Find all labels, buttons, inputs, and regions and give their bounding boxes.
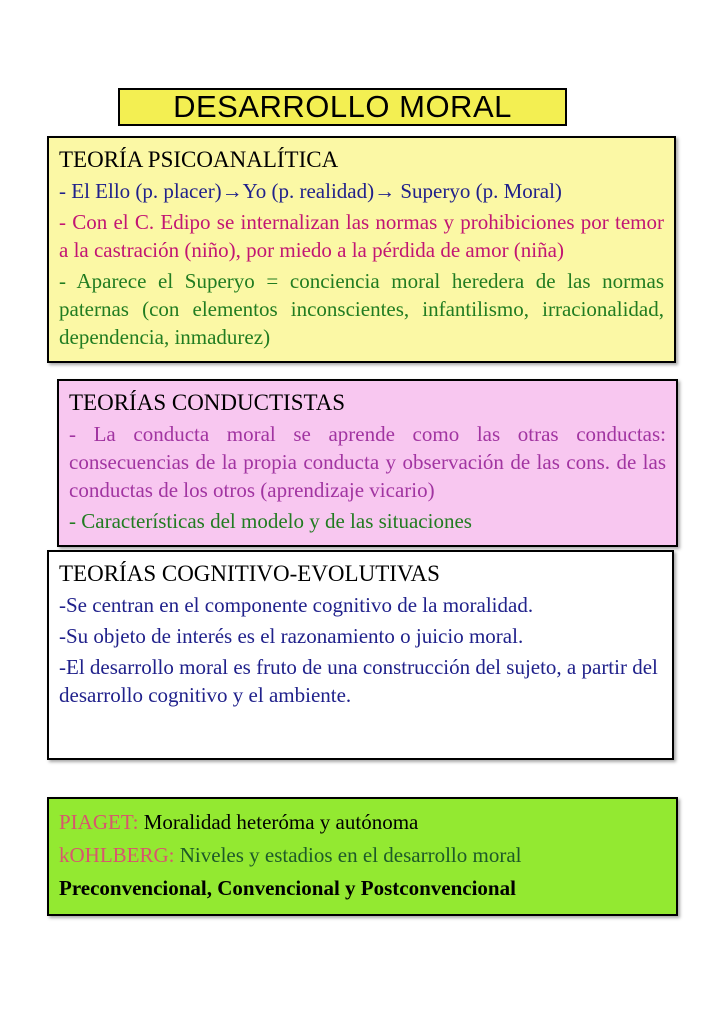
- cognitivo-heading: TEORÍAS COGNITIVO-EVOLUTIVAS: [59, 561, 440, 586]
- piaget-label: PIAGET:: [59, 810, 139, 834]
- kohlberg-text: Niveles y estadios en el desarrollo moral: [174, 843, 522, 867]
- section-teoria-psicoanalitica: [47, 136, 676, 363]
- section-teorias-conductistas: [57, 379, 678, 547]
- title-banner: [118, 88, 567, 126]
- conductistas-heading: TEORÍAS CONDUCTISTAS: [69, 390, 346, 415]
- cognitivo-line-componente: -Se centran en el componente cognitivo de la moralidad.: [59, 593, 534, 617]
- conductistas-line-caracteristicas: - Características del modelo y de las situaciones: [69, 509, 472, 533]
- levels-line: Preconvencional, Convencional y Postconvencional: [59, 876, 516, 900]
- psicoanalitica-para-edipo: - Con el C. Edipo se internalizan las normas y prohibiciones por temor a la castración (niño), por miedo a la pérdida de amor (niña): [59, 210, 664, 262]
- piaget-text: Moralidad heteróma y autónoma: [138, 810, 419, 834]
- cognitivo-para-construccion: -El desarrollo moral es fruto de una construcción del sujeto, a partir del desarrollo cognitivo y el ambiente.: [59, 655, 658, 707]
- piaget-line: [59, 808, 666, 837]
- conductistas-para-aprendizaje: - La conducta moral se aprende como las otras conductas: consecuencias de la propia conducta y observación de las cons. de las conductas de los otros (aprendizaje vicario): [69, 422, 666, 502]
- psicoanalitica-heading: TEORÍA PSICOANALÍTICA: [59, 147, 339, 172]
- section-teorias-cognitivo-evolutivas: [47, 550, 674, 760]
- cognitivo-line-objeto: -Su objeto de interés es el razonamiento o juicio moral.: [59, 624, 524, 648]
- kohlberg-label: kOHLBERG:: [59, 843, 175, 867]
- kohlberg-line: [59, 841, 666, 870]
- psicoanalitica-para-superyo: - Aparece el Superyo = conciencia moral heredera de las normas paternas (con elementos inconscientes, infantilismo, irracionalidad, dependencia, inmadurez): [59, 269, 664, 349]
- section-piaget-kohlberg: [47, 797, 678, 916]
- psicoanalitica-line-instancias: - El Ello (p. placer)→Yo (p. realidad)→ Superyo (p. Moral): [59, 179, 562, 203]
- page-title: DESARROLLO MORAL: [173, 89, 512, 124]
